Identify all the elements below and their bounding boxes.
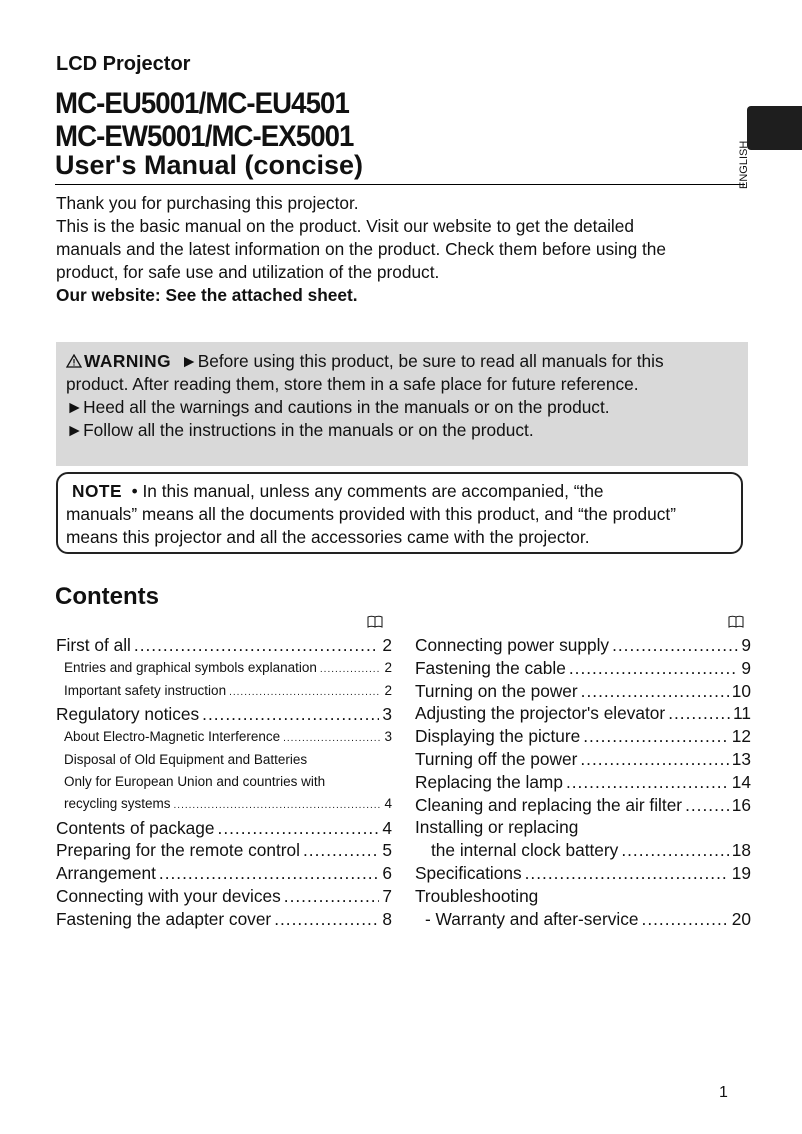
toc-page: 13	[731, 748, 751, 769]
note-line: manuals” means all the documents provided with this product, and “the product”	[66, 504, 676, 524]
toc-label: Important safety instruction	[64, 682, 227, 698]
toc-label: Troubleshooting	[415, 885, 539, 906]
intro-line: manuals and the latest information on the product. Check them before using the	[56, 239, 667, 259]
toc-entry	[56, 885, 392, 908]
toc-page: 12	[731, 726, 751, 747]
toc-entry	[56, 862, 392, 885]
toc-leader	[566, 771, 729, 794]
toc-entry	[56, 634, 392, 657]
toc-label: About Electro-Magnetic Interference	[64, 728, 281, 744]
toc-page: 4	[382, 817, 392, 838]
toc-label: First of all	[56, 635, 131, 655]
note-line	[66, 480, 731, 503]
toc-entry	[415, 748, 751, 771]
toc-subentry	[56, 657, 392, 680]
toc-leader	[202, 703, 379, 726]
toc-leader	[621, 839, 728, 862]
toc-leader	[283, 728, 381, 751]
toc-subentry	[56, 726, 392, 749]
toc-label: Contents of package	[56, 817, 215, 838]
toc-label: Preparing for the remote control	[56, 840, 300, 861]
toc-subentry	[56, 680, 392, 703]
toc-page: 3	[384, 728, 392, 744]
note-line: means this projector and all the accessories came with the projector.	[66, 527, 590, 547]
toc-subentry	[56, 749, 392, 771]
toc-label: Entries and graphical symbols explanation	[64, 659, 317, 675]
toc-leader	[134, 634, 379, 657]
toc-leader	[159, 862, 379, 885]
toc-label: Regulatory notices	[56, 703, 200, 724]
warning-line: product. After reading them, store them in a safe place for future reference.	[66, 374, 639, 394]
toc-entry	[415, 680, 751, 703]
toc-label: Adjusting the projector's elevator	[415, 703, 666, 724]
contents-list-right	[415, 634, 751, 930]
toc-entry	[415, 885, 751, 908]
intro-paragraph	[56, 192, 746, 307]
toc-label: Only for European Union and countries with	[64, 773, 326, 789]
toc-entry	[415, 702, 751, 725]
warning-line	[66, 350, 738, 373]
language-label: ENGLISH	[738, 140, 750, 189]
toc-leader	[284, 885, 380, 908]
toc-leader	[303, 839, 379, 862]
toc-entry	[56, 817, 392, 840]
toc-entry	[415, 908, 751, 931]
toc-entry	[415, 794, 751, 817]
toc-page: 16	[731, 794, 751, 815]
page-number: 1	[719, 1084, 728, 1101]
toc-page: 19	[731, 862, 751, 883]
toc-leader	[174, 795, 382, 818]
toc-entry	[56, 839, 392, 862]
toc-leader	[668, 702, 730, 725]
toc-page: 18	[731, 840, 751, 861]
book-icon	[728, 615, 744, 628]
title-divider	[55, 184, 745, 185]
warning-line: ►Follow all the instructions in the manuals or on the product.	[66, 420, 534, 440]
intro-line: This is the basic manual on the product. Visit our website to get the detailed	[56, 216, 634, 236]
toc-label: Arrangement	[56, 863, 156, 884]
warning-box	[56, 342, 748, 466]
toc-page: 7	[382, 885, 392, 906]
toc-page: 14	[731, 771, 751, 792]
toc-leader	[685, 794, 729, 817]
toc-leader	[580, 748, 728, 771]
intro-line: Thank you for purchasing this projector.	[56, 193, 359, 213]
toc-entry	[415, 771, 751, 794]
product-label: LCD Projector	[56, 53, 191, 75]
toc-leader	[229, 682, 381, 705]
toc-label: - Warranty and after-service	[425, 908, 639, 929]
toc-entry	[415, 634, 751, 657]
toc-page: 4	[384, 795, 392, 811]
contents-list-left	[56, 634, 392, 931]
toc-page: 10	[731, 680, 751, 701]
toc-entry	[56, 908, 392, 931]
toc-entry	[415, 725, 751, 748]
toc-leader	[569, 657, 739, 680]
toc-page: 2	[382, 635, 392, 655]
toc-label: Installing or replacing	[415, 817, 579, 838]
intro-line: product, for safe use and utilization of the product.	[56, 262, 440, 282]
warning-line: ►Heed all the warnings and cautions in the manuals or on the product.	[66, 397, 610, 417]
toc-label: Fastening the cable	[415, 657, 566, 678]
contents-heading: Contents	[55, 583, 159, 610]
toc-entry	[56, 703, 392, 726]
toc-label: Disposal of Old Equipment and Batteries	[64, 751, 308, 767]
toc-leader	[274, 908, 379, 931]
toc-page: 5	[382, 840, 392, 861]
toc-leader	[583, 725, 729, 748]
toc-page: 2	[384, 659, 392, 675]
toc-label: Turning on the power	[415, 680, 578, 701]
toc-label: Replacing the lamp	[415, 771, 563, 792]
toc-page: 9	[741, 657, 751, 678]
toc-leader	[642, 908, 729, 931]
toc-page: 9	[741, 635, 751, 655]
toc-label: Connecting with your devices	[56, 885, 281, 906]
manual-title: User's Manual (concise)	[55, 150, 364, 180]
toc-label: the internal clock battery	[431, 840, 619, 861]
note-text: • In this manual, unless any comments are accompanied, “the	[131, 481, 604, 501]
toc-page: 11	[733, 703, 751, 724]
toc-label: Turning off the power	[415, 748, 578, 769]
toc-page: 8	[382, 908, 392, 929]
toc-label: Fastening the adapter cover	[56, 908, 272, 929]
toc-label: Displaying the picture	[415, 726, 581, 747]
toc-leader	[581, 680, 729, 703]
toc-leader	[525, 862, 729, 885]
warning-triangle-icon	[66, 354, 82, 368]
toc-entry	[415, 862, 751, 885]
toc-label: recycling systems	[64, 795, 171, 811]
toc-leader	[612, 634, 738, 657]
toc-entry	[415, 839, 751, 862]
note-tag: NOTE	[72, 481, 123, 501]
book-icon	[367, 615, 383, 628]
toc-leader	[218, 817, 380, 840]
website-notice: Our website: See the attached sheet.	[56, 285, 358, 305]
toc-page: 6	[382, 863, 392, 884]
toc-entry	[415, 657, 751, 680]
toc-label: Specifications	[415, 862, 522, 883]
toc-label: Cleaning and replacing the air filter	[415, 794, 683, 815]
model-names-line1: MC-EU5001/MC-EU4501	[55, 87, 349, 120]
toc-subentry	[56, 793, 392, 813]
note-box	[56, 472, 743, 554]
toc-subentry	[56, 771, 392, 793]
toc-page: 3	[382, 703, 392, 724]
toc-page: 2	[384, 682, 392, 698]
language-tab	[747, 106, 802, 150]
toc-leader	[320, 659, 382, 682]
toc-page: 20	[731, 908, 751, 929]
warning-tag: WARNING	[84, 351, 172, 371]
toc-label: Connecting power supply	[415, 635, 610, 655]
toc-entry	[415, 816, 751, 839]
model-names-line2: MC-EW5001/MC-EX5001	[55, 120, 354, 153]
warning-text: ►Before using this product, be sure to read all manuals for this	[180, 351, 664, 371]
